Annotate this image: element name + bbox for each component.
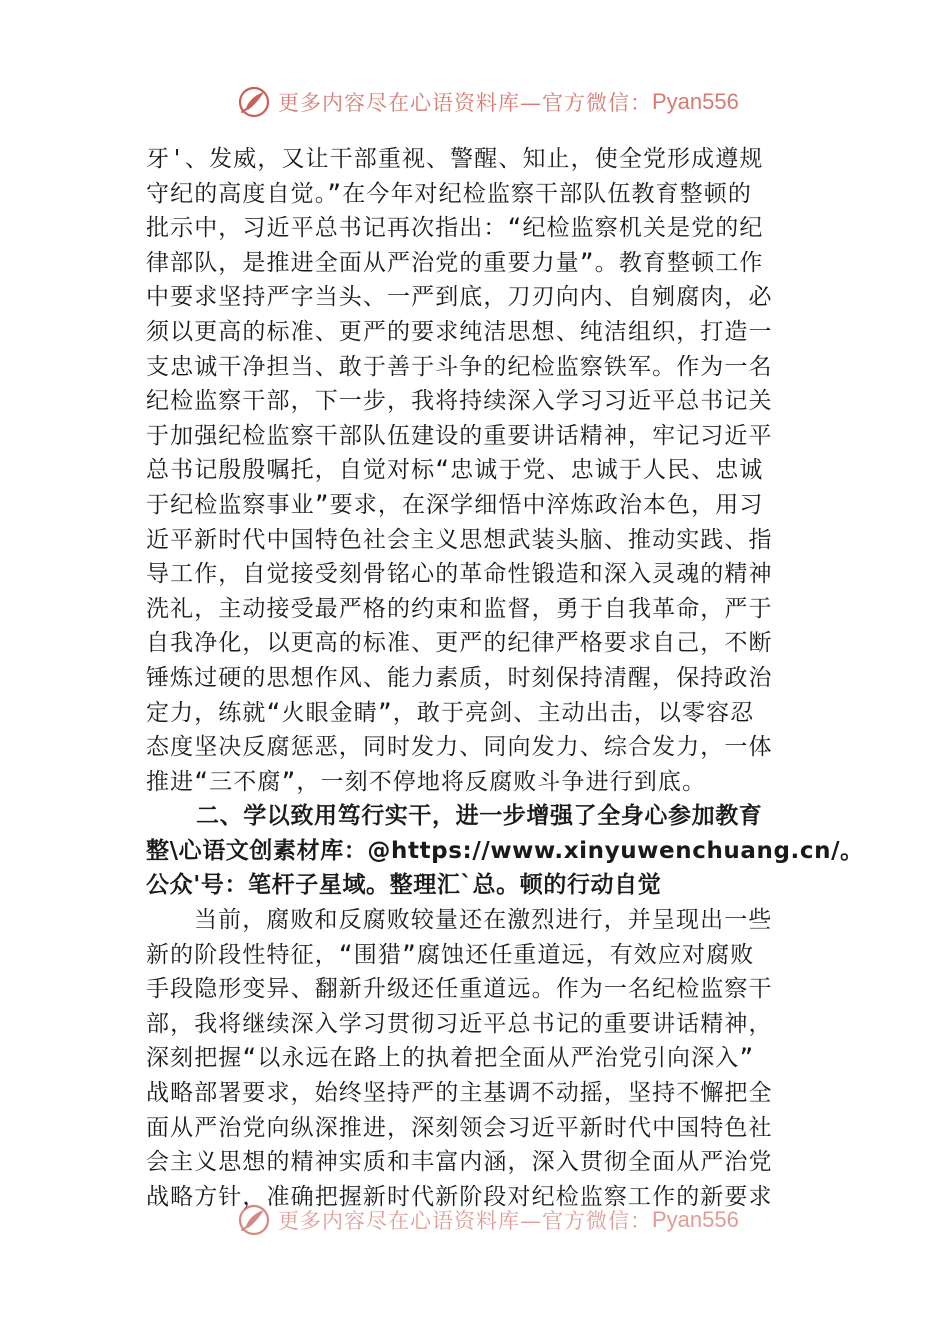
text-line: 守纪的高度自觉。”在今年对纪检监察干部队伍教育整顿的 — [146, 180, 752, 207]
brush-logo-icon — [236, 1202, 272, 1238]
watermark-text: 更多内容尽在心语资料库—官方微信： — [278, 1209, 652, 1233]
text-line: 中要求坚持严字当头、一严到底，刀刃向内、自剜腐肉，必 — [146, 284, 773, 311]
text-line: 洗礼，主动接受最严格的约束和监督，勇于自我革命，严于 — [146, 595, 773, 622]
text-line: 支忠诚干净担当、敢于善于斗争的纪检监察铁军。作为一名 — [146, 353, 773, 380]
text-line: 深刻把握“以永远在路上的执着把全面从严治党引向深入” — [146, 1045, 755, 1072]
watermark-text: 更多内容尽在心语资料库—官方微信： — [278, 91, 652, 115]
text-line: 牙'、发威，又让干部重视、警醒、知止，使全党形成遵规 — [146, 146, 764, 172]
text-line: 态度坚决反腐惩恶，同时发力、同向发力、综合发力，一体 — [146, 734, 773, 761]
paragraph — [146, 903, 810, 1214]
body-text — [146, 142, 864, 1214]
text-line: 战略方针，准确把握新时代新阶段对纪检监察工作的新要求 — [146, 1183, 773, 1210]
text-line: 须以更高的标准、更严的要求纯洁思想、纯洁组织，打造一 — [146, 318, 773, 345]
watermark-wechat-id: Pyan556 — [652, 1207, 739, 1232]
footer-watermark — [236, 1200, 739, 1240]
text-line: 于纪检监察事业”要求，在深学细悟中淬炼政治本色，用习 — [146, 491, 764, 518]
text-line: 总书记殷殷嘱托，自觉对标“忠诚于党、忠诚于人民、忠诚 — [146, 457, 764, 484]
text-line: 锤炼过硬的思想作风、能力素质，时刻保持清醒，保持政治 — [146, 664, 773, 691]
section-heading — [146, 799, 864, 903]
text-line: 会主义思想的精神实质和丰富内涵，深入贯彻全面从严治党 — [146, 1149, 773, 1176]
paragraph — [146, 142, 810, 799]
text-line: 自我净化，以更高的标准、更严的纪律严格要求自己，不断 — [146, 630, 773, 657]
text-line: 纪检监察干部，下一步，我将持续深入学习习近平总书记关 — [146, 388, 773, 415]
brush-logo-icon — [236, 84, 272, 120]
text-line: 定力，练就“火眼金睛”，敢于亮剑、主动出击，以零容忍 — [146, 699, 755, 726]
text-line: 新的阶段性特征，“围猎”腐蚀还任重道远，有效应对腐败 — [146, 941, 755, 968]
text-line: 导工作，自觉接受刻骨铭心的革命性锻造和深入灵魂的精神 — [146, 561, 773, 588]
text-line: 推进“三不腐”，一刻不停地将反腐败斗争进行到底。 — [146, 768, 707, 795]
text-line: 批示中，习近平总书记再次指出：“纪检监察机关是党的纪 — [146, 215, 764, 242]
watermark-wechat-id: Pyan556 — [652, 89, 739, 114]
text-line: 手段隐形变异、翻新升级还任重道远。作为一名纪检监察干 — [146, 976, 773, 1003]
header-watermark — [236, 82, 739, 122]
text-line: 近平新时代中国特色社会主义思想武装头脑、推动实践、指 — [146, 526, 773, 553]
text-line: 当前，腐败和反腐败较量还在激烈进行，并呈现出一些 — [194, 907, 773, 934]
text-line: 部，我将继续深入学习贯彻习近平总书记的重要讲话精神， — [146, 1010, 773, 1037]
heading-line: 二、学以致用笃行实干，进一步增强了全身心参加教育 — [196, 803, 763, 830]
text-line: 战略部署要求，始终坚持严的主基调不动摇，坚持不懈把全 — [146, 1080, 773, 1107]
text-line: 于加强纪检监察干部队伍建设的重要讲话精神，牢记习近平 — [146, 422, 773, 449]
heading-line: 整\心语文创素材库：@https://www.xinyuwenchuang.cn/。 — [146, 837, 864, 864]
text-line: 律部队，是推进全面从严治党的重要力量”。教育整顿工作 — [146, 249, 764, 276]
text-line: 面从严治党向纵深推进，深刻领会习近平新时代中国特色社 — [146, 1114, 773, 1141]
heading-line: 公众'号：笔杆子星域。整理汇`总。顿的行动自觉 — [146, 872, 662, 899]
